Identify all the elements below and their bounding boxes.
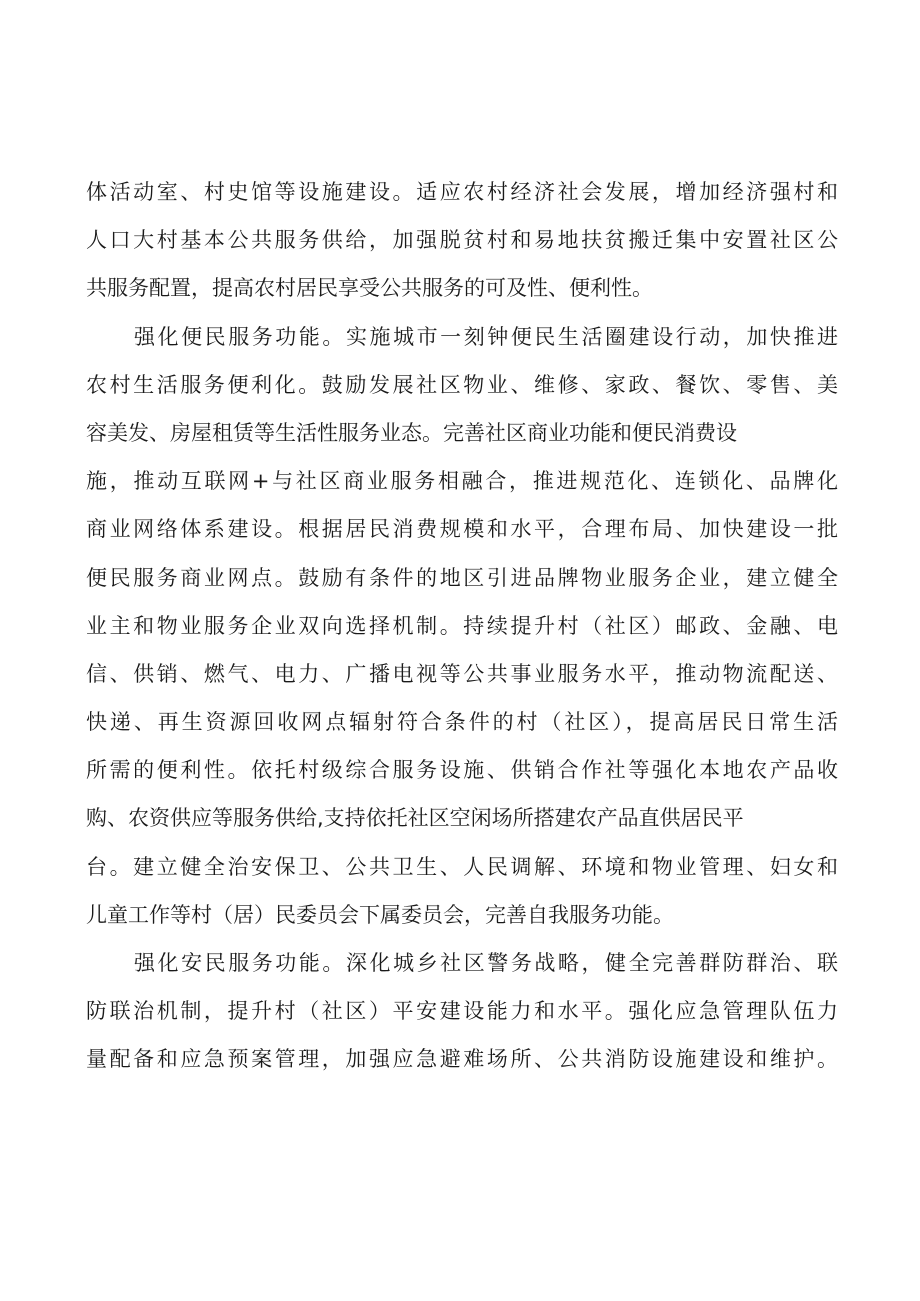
- paragraph-first-line: 强化安民服务功能。深化城乡社区警务战略，健全完善群防群治、联: [134, 951, 838, 975]
- text-line: 信、供销、燃气、电力、广播电视等公共事业服务水平，推动物流配送、: [86, 661, 838, 686]
- text-line: 便民服务商业网点。鼓励有条件的地区引进品牌物业服务企业，建立健全: [86, 565, 838, 590]
- text-line: 人口大村基本公共服务供给，加强脱贫村和易地扶贫搬迁集中安置社区公: [86, 228, 838, 253]
- text-line: 业主和物业服务企业双向选择机制。持续提升村（社区）邮政、金融、电: [86, 613, 838, 638]
- text-line: 施，推动互联网+与社区商业服务相融合，推进规范化、连锁化、品牌化: [86, 469, 838, 494]
- text-line: 量配备和应急预案管理，加强应急避难场所、公共消防设施建设和维护。: [86, 1047, 838, 1072]
- text-line: 购、农资供应等服务供给,支持依托社区空闲场所搭建农产品直供居民平: [86, 806, 744, 831]
- text-line: 台。建立健全治安保卫、公共卫生、人民调解、环境和物业管理、妇女和: [86, 854, 838, 879]
- paragraph-first-line: 强化便民服务功能。实施城市一刻钟便民生活圈建设行动，加快推进: [134, 324, 838, 349]
- text-line: 儿童工作等村（居）民委员会下属委员会，完善自我服务功能。: [86, 902, 674, 927]
- text-line: 快递、再生资源回收网点辐射符合条件的村（社区），提高居民日常生活: [86, 710, 838, 735]
- text-line: 所需的便利性。依托村级综合服务设施、供销合作社等强化本地农产品收: [86, 758, 838, 783]
- text-line: 农村生活服务便利化。鼓励发展社区物业、维修、家政、餐饮、零售、美: [86, 372, 838, 397]
- text-line: 容美发、房屋租赁等生活性服务业态。完善社区商业功能和便民消费设: [86, 420, 737, 445]
- text-line: 商业网络体系建设。根据居民消费规模和水平，合理布局、加快建设一批: [86, 517, 838, 542]
- text-line: 体活动室、村史馆等设施建设。适应农村经济社会发展，增加经济强村和: [86, 180, 838, 204]
- text-line: 共服务配置，提高农村居民享受公共服务的可及性、便利性。: [86, 276, 653, 301]
- body-text: [86, 168, 838, 1084]
- text-line: 防联治机制，提升村（社区）平安建设能力和水平。强化应急管理队伍力: [86, 999, 838, 1024]
